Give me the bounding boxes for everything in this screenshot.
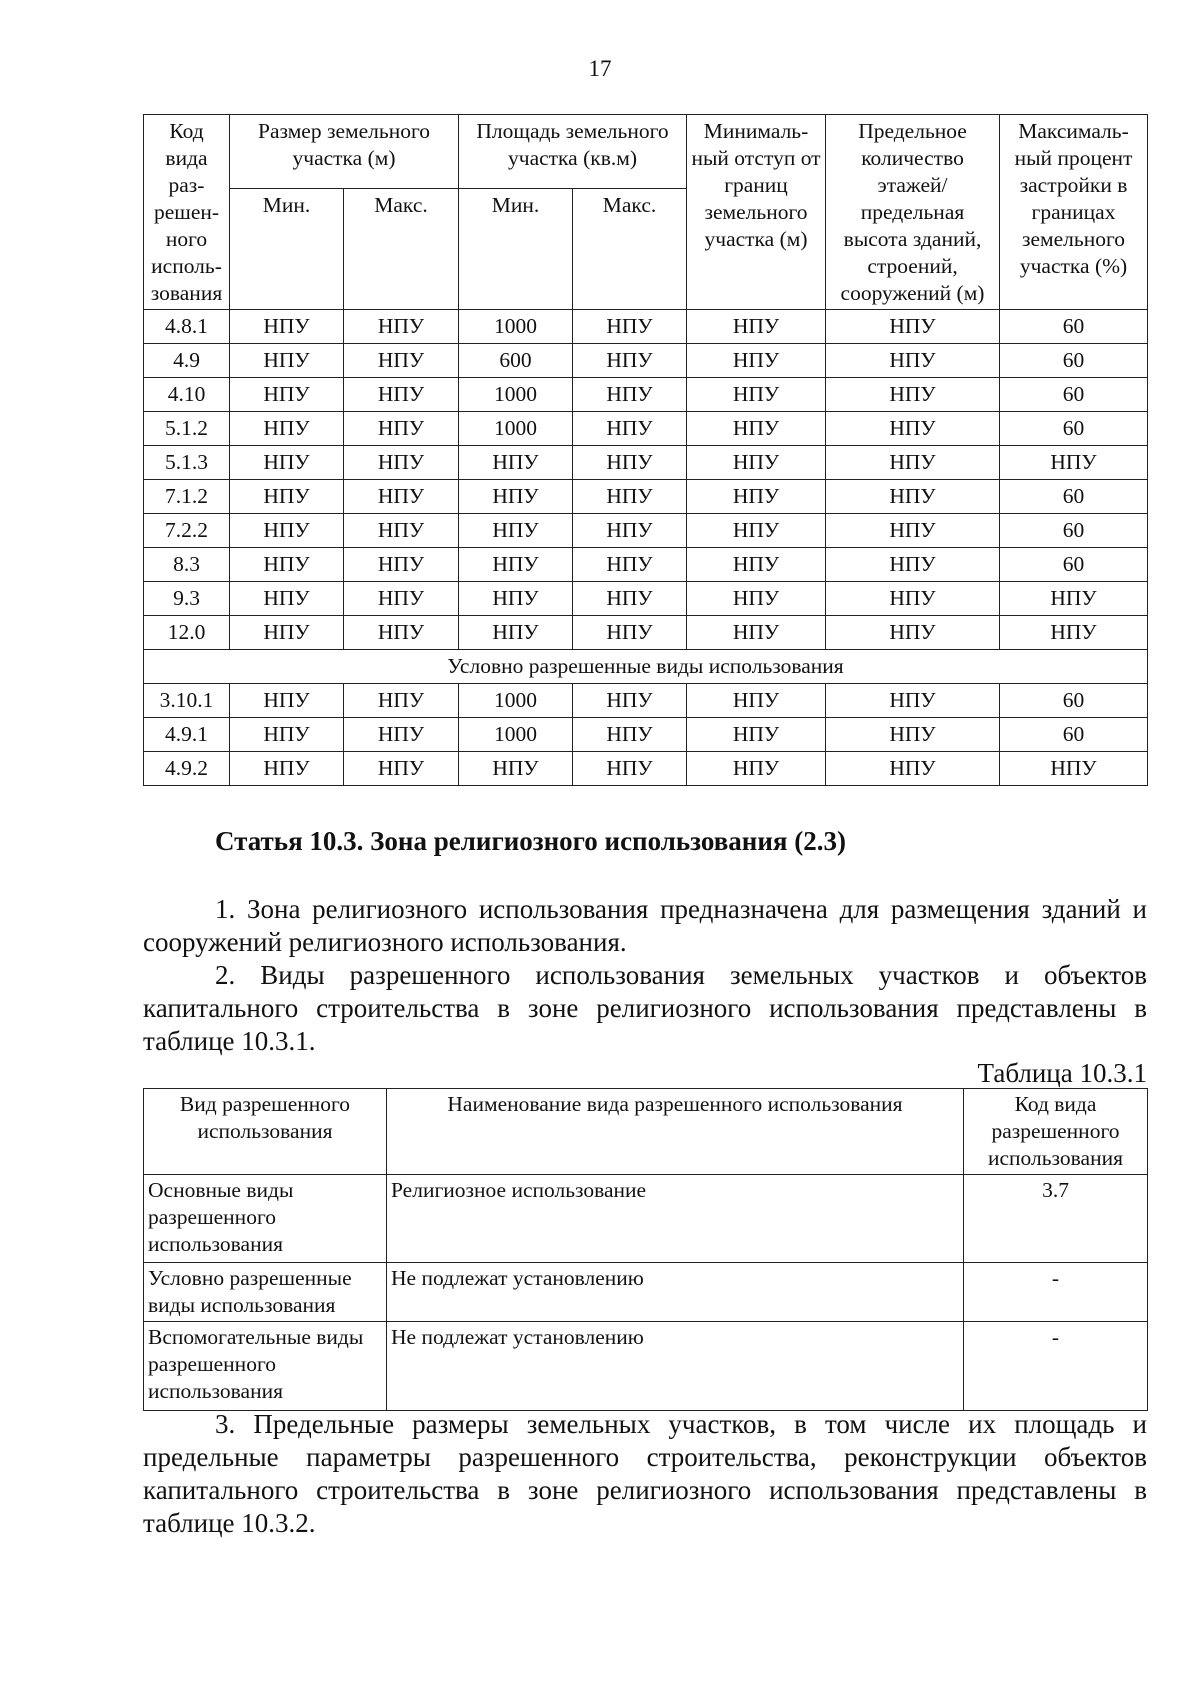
table-cell: НПУ <box>459 582 573 616</box>
table-header-row <box>144 115 1148 189</box>
table-cell: НПУ <box>687 616 826 650</box>
table-header-row <box>144 1089 1148 1175</box>
table-cell: НПУ <box>826 684 1000 718</box>
table-cell: 60 <box>1000 548 1148 582</box>
table-row <box>144 548 1148 582</box>
table-cell: НПУ <box>230 684 344 718</box>
table-cell: НПУ <box>344 446 459 480</box>
table-row <box>144 310 1148 344</box>
table-cell: НПУ <box>826 344 1000 378</box>
header-plot-area: Площадь земельного участка (кв.м) <box>459 115 687 189</box>
use-code-cell: - <box>964 1263 1148 1322</box>
table-cell: НПУ <box>344 344 459 378</box>
table-cell: НПУ <box>344 514 459 548</box>
table-row <box>144 446 1148 480</box>
table-cell: 1000 <box>459 412 573 446</box>
use-name-cell: Религиозное использование <box>387 1175 964 1263</box>
table-cell: НПУ <box>573 344 687 378</box>
table-cell: 60 <box>1000 480 1148 514</box>
table-cell: 1000 <box>459 378 573 412</box>
table-cell: НПУ <box>573 514 687 548</box>
table-cell: 600 <box>459 344 573 378</box>
table-cell: НПУ <box>687 344 826 378</box>
table-row <box>144 412 1148 446</box>
table-cell: НПУ <box>573 718 687 752</box>
table-cell: 7.2.2 <box>144 514 230 548</box>
table-cell: 1000 <box>459 310 573 344</box>
table-cell: НПУ <box>687 480 826 514</box>
section-label: Условно разрешенные виды использования <box>144 650 1148 684</box>
use-name-cell: Не подлежат установлению <box>387 1263 964 1322</box>
table-row <box>144 684 1148 718</box>
paragraph-3: 3. Предельные размеры земельных участков, в том числе их площадь и предельные параметры разрешенного строительства, реконструкции объектов капитального строительства в зоне религиозного использования представлены в таблице 10.3.2. <box>143 1409 1147 1538</box>
table-cell: НПУ <box>230 446 344 480</box>
table-cell: НПУ <box>230 616 344 650</box>
use-kind-cell: Условно разрешенные виды использования <box>144 1263 387 1322</box>
table-cell: НПУ <box>826 582 1000 616</box>
table-cell: НПУ <box>1000 616 1148 650</box>
table-cell: НПУ <box>687 412 826 446</box>
use-code-cell: - <box>964 1322 1148 1411</box>
article-title: Статья 10.3. Зона религиозного использования (2.3) <box>215 826 846 856</box>
table-cell: НПУ <box>687 514 826 548</box>
header-plot-size: Размер земельного участка (м) <box>230 115 459 189</box>
section-row <box>144 650 1148 684</box>
table-cell: 4.10 <box>144 378 230 412</box>
header-max-floors: Предельное количество этажей/ предельная высота зданий, строений, сооружений (м) <box>826 115 1000 310</box>
table-cell: НПУ <box>230 752 344 786</box>
table-cell: НПУ <box>826 752 1000 786</box>
table-row <box>144 378 1148 412</box>
table-cell: НПУ <box>573 446 687 480</box>
table-cell: 3.10.1 <box>144 684 230 718</box>
table-cell: 4.9.2 <box>144 752 230 786</box>
table-row <box>144 480 1148 514</box>
table-cell: НПУ <box>230 514 344 548</box>
table-cell: НПУ <box>459 480 573 514</box>
table-cell: 60 <box>1000 718 1148 752</box>
table-cell: 8.3 <box>144 548 230 582</box>
table-cell: НПУ <box>230 582 344 616</box>
table-cell: НПУ <box>344 480 459 514</box>
table-row <box>144 718 1148 752</box>
table-cell: НПУ <box>687 446 826 480</box>
header-use-kind: Вид разрешенного использования <box>144 1089 387 1175</box>
table-cell: НПУ <box>573 752 687 786</box>
table-cell: 9.3 <box>144 582 230 616</box>
table-cell: НПУ <box>344 548 459 582</box>
table-cell: 60 <box>1000 412 1148 446</box>
table-cell: НПУ <box>573 480 687 514</box>
table-cell: НПУ <box>826 378 1000 412</box>
table-cell: НПУ <box>344 582 459 616</box>
table-cell: НПУ <box>230 378 344 412</box>
table-cell: НПУ <box>230 310 344 344</box>
table-cell: 1000 <box>459 718 573 752</box>
table-cell: 4.9 <box>144 344 230 378</box>
table-row <box>144 514 1148 548</box>
table-cell: НПУ <box>344 378 459 412</box>
header-min-setback: Минималь-ный отступ от границ земельного участка (м) <box>687 115 826 310</box>
table-cell: 4.9.1 <box>144 718 230 752</box>
table-caption: Таблица 10.3.1 <box>977 1058 1147 1088</box>
table-cell: НПУ <box>826 412 1000 446</box>
table-cell: 1000 <box>459 684 573 718</box>
paragraph-2: 2. Виды разрешенного использования земельных участков и объектов капитального строительства в зоне религиозного использования представлены в таблице 10.3.1. <box>143 960 1147 1056</box>
table-cell: 7.1.2 <box>144 480 230 514</box>
table-cell: НПУ <box>230 412 344 446</box>
table-cell: НПУ <box>344 412 459 446</box>
table-row <box>144 1263 1148 1322</box>
table-cell: 12.0 <box>144 616 230 650</box>
table-cell: НПУ <box>687 378 826 412</box>
table-cell: НПУ <box>573 582 687 616</box>
table-cell: 60 <box>1000 378 1148 412</box>
table-row <box>144 1322 1148 1411</box>
table-cell: НПУ <box>459 514 573 548</box>
header-use-name: Наименование вида разрешенного использования <box>387 1089 964 1175</box>
table-cell: НПУ <box>573 616 687 650</box>
table-cell: НПУ <box>687 582 826 616</box>
table-cell: НПУ <box>687 684 826 718</box>
permitted-uses-table <box>143 1088 1148 1411</box>
header-use-code: Код вида разрешенного использования <box>964 1089 1148 1175</box>
table-cell: НПУ <box>826 616 1000 650</box>
header-area-max: Макс. <box>573 189 687 310</box>
table-row <box>144 582 1148 616</box>
table-row <box>144 344 1148 378</box>
table-cell: НПУ <box>1000 446 1148 480</box>
table-cell: НПУ <box>573 412 687 446</box>
table-cell: НПУ <box>687 718 826 752</box>
table-cell: НПУ <box>1000 582 1148 616</box>
page-number: 17 <box>588 56 612 81</box>
table-cell: НПУ <box>687 310 826 344</box>
table-cell: НПУ <box>1000 752 1148 786</box>
table-cell: НПУ <box>344 310 459 344</box>
table-cell: НПУ <box>826 718 1000 752</box>
table-cell: 5.1.2 <box>144 412 230 446</box>
table-cell: НПУ <box>230 480 344 514</box>
table-cell: НПУ <box>344 616 459 650</box>
table-cell: НПУ <box>573 310 687 344</box>
table-cell: 60 <box>1000 514 1148 548</box>
header-area-min: Мин. <box>459 189 573 310</box>
table-cell: 60 <box>1000 684 1148 718</box>
header-code: Код вида раз-решен-ного исполь-зования <box>144 115 230 310</box>
table-cell: НПУ <box>687 752 826 786</box>
table-cell: НПУ <box>573 548 687 582</box>
table-cell: НПУ <box>230 548 344 582</box>
table-cell: НПУ <box>459 752 573 786</box>
table-row <box>144 616 1148 650</box>
table-cell: НПУ <box>230 344 344 378</box>
table-cell: 60 <box>1000 310 1148 344</box>
table-cell: НПУ <box>826 480 1000 514</box>
table-cell: НПУ <box>344 718 459 752</box>
paragraph-1: 1. Зона религиозного использования предназначена для размещения зданий и сооружений религиозного использования. <box>143 894 1147 957</box>
table-cell: НПУ <box>230 718 344 752</box>
header-size-max: Макс. <box>344 189 459 310</box>
table-cell: НПУ <box>826 446 1000 480</box>
use-name-cell: Не подлежат установлению <box>387 1322 964 1411</box>
table-row <box>144 752 1148 786</box>
table-cell: НПУ <box>573 684 687 718</box>
header-size-min: Мин. <box>230 189 344 310</box>
parameters-table <box>143 114 1148 786</box>
table-cell: НПУ <box>826 548 1000 582</box>
table-cell: НПУ <box>826 514 1000 548</box>
table-cell: НПУ <box>459 548 573 582</box>
use-kind-cell: Вспомогательные виды разрешенного использования <box>144 1322 387 1411</box>
table-cell: НПУ <box>573 378 687 412</box>
table-cell: НПУ <box>344 684 459 718</box>
table-row <box>144 1175 1148 1263</box>
table-cell: НПУ <box>344 752 459 786</box>
use-code-cell: 3.7 <box>964 1175 1148 1263</box>
table-cell: 5.1.3 <box>144 446 230 480</box>
table-cell: НПУ <box>459 446 573 480</box>
table-cell: 60 <box>1000 344 1148 378</box>
use-kind-cell: Основные виды разрешенного использования <box>144 1175 387 1263</box>
table-cell: НПУ <box>826 310 1000 344</box>
table-cell: 4.8.1 <box>144 310 230 344</box>
header-max-coverage: Максималь-ный процент застройки в границах земельного участка (%) <box>1000 115 1148 310</box>
table-cell: НПУ <box>687 548 826 582</box>
table-cell: НПУ <box>459 616 573 650</box>
